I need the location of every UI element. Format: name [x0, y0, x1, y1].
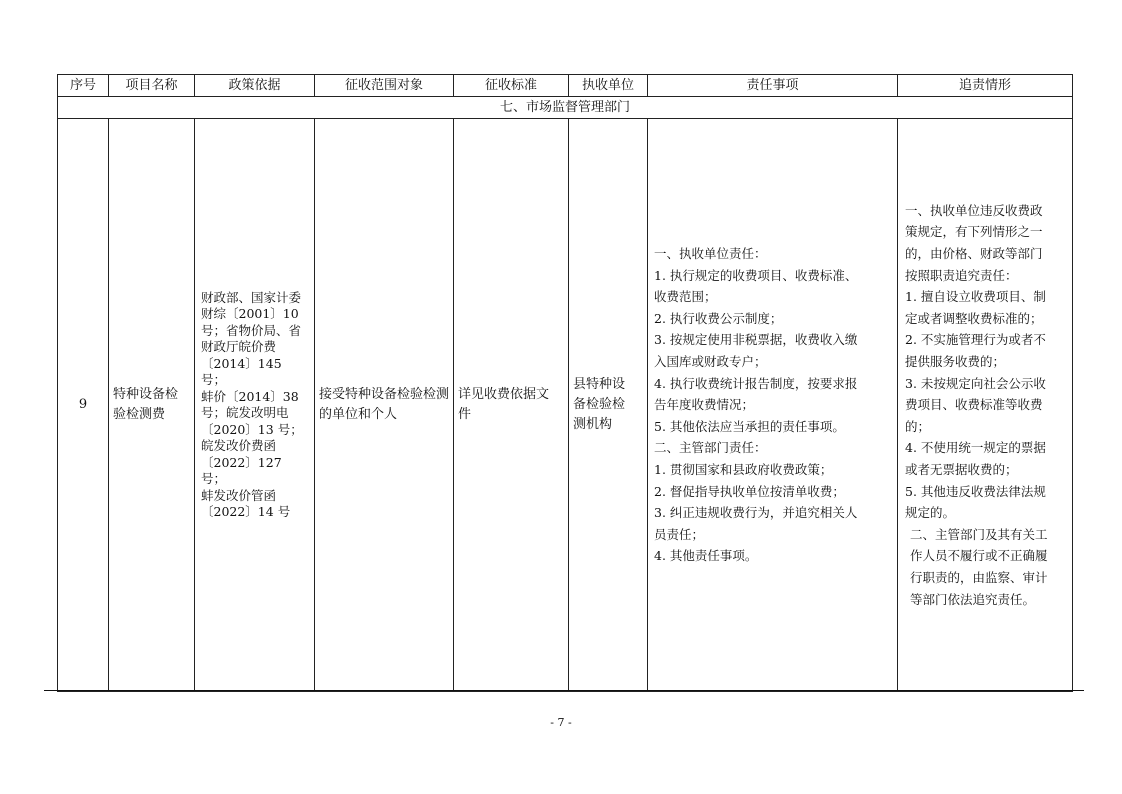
responsibility-line: 5. 其他依法应当承担的责任事项。 [654, 418, 845, 434]
responsibility-line: 收费范围； [654, 289, 717, 305]
policy-line: 财政部、国家计委 [201, 289, 302, 305]
responsibility-line: 4. 其他责任事项。 [654, 548, 758, 564]
responsibility-line: 二、主管部门责任： [654, 440, 767, 456]
header-index: 序号 [58, 75, 109, 97]
policy-line: 〔2022〕127 号； [201, 454, 282, 486]
header-accountability: 追责情形 [898, 75, 1073, 97]
header-row [58, 75, 1073, 97]
page-number: - 7 - [550, 716, 572, 729]
project-name-cell [109, 119, 195, 692]
policy-line: 财政厅皖价费 [201, 339, 277, 354]
fee-table-container [57, 74, 1072, 690]
policy-line: 〔2020〕13 号； [201, 421, 303, 437]
row-index: 9 [58, 119, 109, 692]
header-scope: 征收范围对象 [315, 75, 454, 97]
unit-line: 县特种设 [573, 377, 626, 392]
unit-line: 测机构 [573, 417, 613, 432]
responsibility-line: 2. 执行收费公示制度； [654, 310, 783, 326]
accountability-cell [898, 119, 1073, 692]
accountability-line: 2. 不实施管理行为或者不 [905, 332, 1046, 348]
accountability-line: 定或者调整收费标准的； [905, 310, 1043, 326]
accountability-line: 4. 不使用统一规定的票据 [905, 440, 1046, 456]
bottom-rule [44, 690, 1084, 691]
accountability-line: 策规定，有下列情形之一 [905, 224, 1043, 240]
accountability-line: 按照职责追究责任： [905, 267, 1018, 283]
responsibility-line: 2. 督促指导执收单位按清单收费； [654, 483, 845, 499]
header-policy-basis: 政策依据 [195, 75, 315, 97]
header-unit: 执收单位 [569, 75, 648, 97]
table-row [58, 119, 1073, 692]
accountability-line: 费项目、收费标准等收费 [905, 397, 1043, 413]
section-title: 七、市场监督管理部门 [58, 97, 1073, 119]
accountability-line: 5. 其他违反收费法律法规 [905, 483, 1046, 499]
responsibility-line: 1. 贯彻国家和县政府收费政策； [654, 461, 833, 477]
accountability-line: 1. 擅自设立收费项目、制 [905, 289, 1046, 305]
header-project-name: 项目名称 [109, 75, 195, 97]
responsibility-line: 员责任； [654, 526, 705, 542]
policy-line: 〔2022〕14 号 [201, 504, 291, 519]
responsibility-line: 1. 执行规定的收费项目、收费标准、 [654, 267, 858, 283]
unit-line: 备检验检 [573, 397, 626, 412]
accountability-line: 提供服务收费的； [905, 354, 1006, 370]
section-row [58, 97, 1073, 119]
responsibility-line: 4. 执行收费统计报告制度，按要求报 [654, 375, 858, 391]
responsibility-line: 告年度收费情况； [654, 397, 755, 413]
responsibility-line: 3. 纠正违规收费行为，并追究相关人 [654, 505, 858, 521]
accountability-line: 或者无票据收费的； [905, 461, 1018, 477]
policy-line: 号；省物价局、省 [201, 322, 302, 338]
project-name-line: 特种设备检 [113, 387, 179, 402]
responsibility-line: 3. 按规定使用非税票据，收费收入缴 [654, 332, 858, 348]
project-name-line: 验检测费 [113, 407, 166, 422]
scope-cell: 接受特种设备检验检测的单位和个人 [315, 119, 454, 692]
accountability-line: 的； [905, 418, 931, 434]
accountability-line: 规定的。 [905, 505, 956, 521]
policy-line: 皖发改价费函 [201, 438, 277, 453]
accountability-line: 二、主管部门及其有关工 [910, 526, 1048, 542]
accountability-line: 3. 未按规定向社会公示收 [905, 375, 1046, 391]
accountability-line: 的，由价格、财政等部门 [905, 246, 1043, 262]
accountability-line: 一、执收单位违反收费政 [905, 202, 1043, 218]
responsibility-line: 一、执收单位责任： [654, 246, 767, 262]
accountability-line: 作人员不履行或不正确履 [910, 548, 1048, 564]
standard-line: 详见收费依据文 [458, 387, 550, 402]
policy-line: 蚌价〔2014〕38 [201, 388, 299, 404]
header-standard: 征收标准 [454, 75, 569, 97]
accountability-line: 行职责的，由监察、审计 [910, 569, 1048, 585]
standard-cell [454, 119, 569, 692]
header-responsibilities: 责任事项 [648, 75, 898, 97]
policy-line: 号；皖发改明电 [201, 405, 289, 420]
policy-basis-cell [195, 119, 315, 692]
fee-table [57, 74, 1073, 692]
responsibilities-cell [648, 119, 898, 692]
responsibility-line: 入国库或财政专户； [654, 354, 767, 370]
policy-line: 蚌发改价管函 [201, 487, 277, 503]
policy-line: 财综〔2001〕10 [201, 306, 299, 321]
policy-line: 〔2014〕145 号； [201, 355, 282, 387]
unit-cell [569, 119, 648, 692]
accountability-line: 等部门依法追究责任。 [910, 591, 1036, 607]
standard-line: 件 [458, 407, 472, 422]
